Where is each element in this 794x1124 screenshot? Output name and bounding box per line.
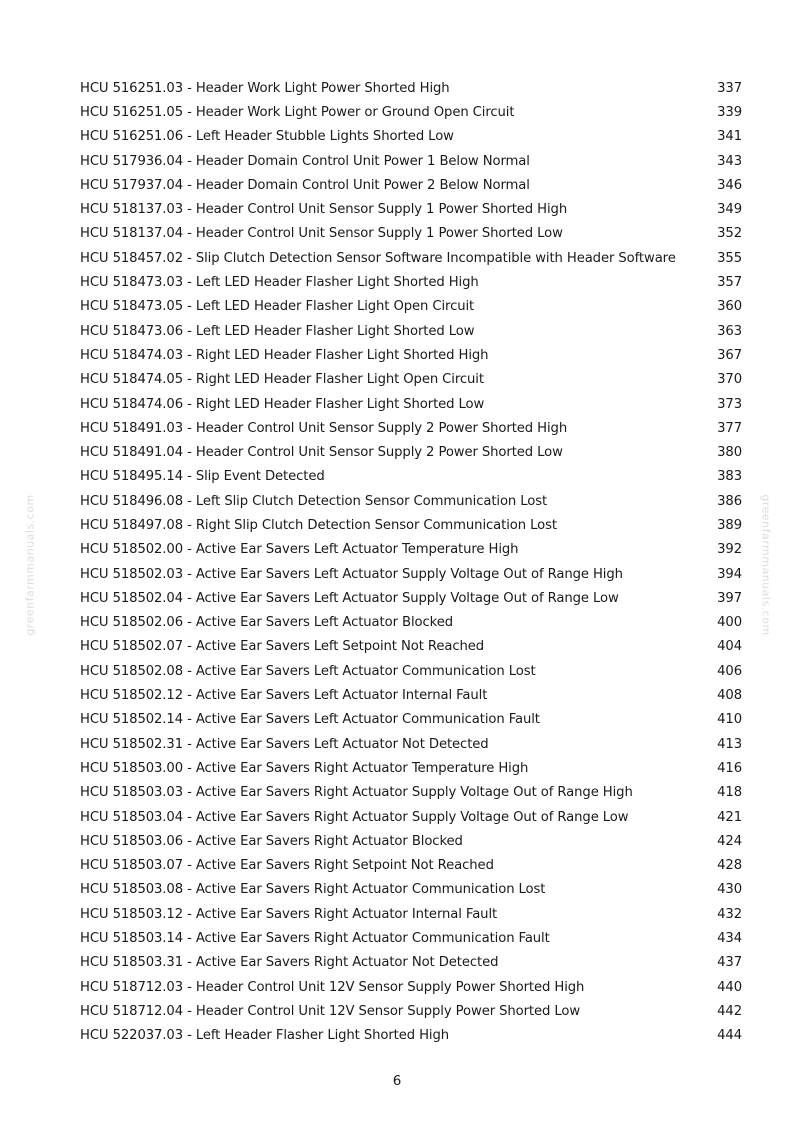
toc-entry-page: 363: [717, 323, 742, 339]
toc-entry-title: HCU 516251.05 - Header Work Light Power or Ground Open Circuit: [80, 104, 515, 120]
toc-entry-title: HCU 518502.06 - Active Ear Savers Left Actuator Blocked: [80, 615, 453, 631]
toc-entry-title: HCU 518503.03 - Active Ear Savers Right Actuator Supply Voltage Out of Range High: [80, 785, 633, 801]
toc-entry-title: HCU 518491.03 - Header Control Unit Sensor Supply 2 Power Shorted High: [80, 420, 568, 436]
toc-entry-page: 394: [717, 566, 742, 582]
toc-entry[interactable]: [80, 999, 742, 1023]
toc-entry[interactable]: [80, 416, 742, 440]
toc-entry-page: 383: [717, 469, 742, 485]
toc-entry[interactable]: [80, 659, 742, 683]
watermark-right: greenfarmmanuals.com: [759, 494, 773, 636]
toc-entry[interactable]: [80, 781, 742, 805]
toc-entry-title: HCU 518503.00 - Active Ear Savers Right Actuator Temperature High: [80, 760, 529, 776]
toc-entry-title: HCU 518473.03 - Left LED Header Flasher Light Shorted High: [80, 275, 479, 291]
toc-entry-title: HCU 518502.08 - Active Ear Savers Left Actuator Communication Lost: [80, 663, 536, 679]
toc-entry-page: 392: [717, 542, 742, 558]
toc-entry-title: HCU 518503.14 - Active Ear Savers Right Actuator Communication Fault: [80, 931, 550, 947]
toc-entry-title: HCU 518474.03 - Right LED Header Flasher Light Shorted High: [80, 347, 489, 363]
toc-entry-page: 400: [717, 615, 742, 631]
toc-entry-page: 430: [717, 882, 742, 898]
toc-entry-title: HCU 517937.04 - Header Domain Control Unit Power 2 Below Normal: [80, 177, 530, 193]
toc-entry-page: 397: [717, 590, 742, 606]
toc-entry-page: 386: [717, 493, 742, 509]
toc-entry-page: 418: [717, 785, 742, 801]
toc-entry[interactable]: [80, 246, 742, 270]
toc-entry-title: HCU 518496.08 - Left Slip Clutch Detection Sensor Communication Lost: [80, 493, 548, 509]
toc-entry-title: HCU 518502.12 - Active Ear Savers Left Actuator Internal Fault: [80, 688, 488, 704]
toc-entry-page: 377: [717, 420, 742, 436]
toc-entry-page: 428: [717, 858, 742, 874]
toc-entry-title: HCU 518457.02 - Slip Clutch Detection Sensor Software Incompatible with Header Software: [80, 250, 676, 266]
toc-entry-title: HCU 518137.04 - Header Control Unit Sensor Supply 1 Power Shorted Low: [80, 226, 563, 242]
toc-entry-title: HCU 516251.06 - Left Header Stubble Lights Shorted Low: [80, 129, 454, 145]
toc-entry-title: HCU 518503.08 - Active Ear Savers Right Actuator Communication Lost: [80, 882, 546, 898]
toc-entry-title: HCU 518712.04 - Header Control Unit 12V Sensor Supply Power Shorted Low: [80, 1003, 581, 1019]
toc-entry-page: 380: [717, 445, 742, 461]
toc-entry-page: 408: [717, 688, 742, 704]
toc-entry[interactable]: [80, 951, 742, 975]
toc-entry-title: HCU 518474.06 - Right LED Header Flasher Light Shorted Low: [80, 396, 485, 412]
toc-entry[interactable]: [80, 392, 742, 416]
toc-entry-page: 421: [717, 809, 742, 825]
toc-entry[interactable]: [80, 854, 742, 878]
toc-entry[interactable]: [80, 562, 742, 586]
toc-entry-page: 444: [717, 1028, 742, 1044]
toc-entry[interactable]: [80, 805, 742, 829]
toc-entry-page: 355: [717, 250, 742, 266]
toc-entry-page: 341: [717, 129, 742, 145]
toc-entry-title: HCU 518502.03 - Active Ear Savers Left Actuator Supply Voltage Out of Range High: [80, 566, 623, 582]
toc-entry-title: HCU 518137.03 - Header Control Unit Sensor Supply 1 Power Shorted High: [80, 202, 568, 218]
toc-entry-page: 410: [717, 712, 742, 728]
toc-entry-page: 404: [717, 639, 742, 655]
toc-entry-title: HCU 518473.05 - Left LED Header Flasher Light Open Circuit: [80, 299, 475, 315]
toc-entry[interactable]: [80, 343, 742, 367]
toc-entry[interactable]: [80, 611, 742, 635]
toc-entry[interactable]: [80, 465, 742, 489]
toc-entry[interactable]: [80, 197, 742, 221]
toc-entry-title: HCU 518502.04 - Active Ear Savers Left Actuator Supply Voltage Out of Range Low: [80, 590, 619, 606]
toc-entry-title: HCU 518497.08 - Right Slip Clutch Detection Sensor Communication Lost: [80, 517, 557, 533]
toc-entry[interactable]: [80, 295, 742, 319]
toc-entry-page: 357: [717, 275, 742, 291]
toc-entry-title: HCU 517936.04 - Header Domain Control Unit Power 1 Below Normal: [80, 153, 530, 169]
toc-entry[interactable]: [80, 756, 742, 780]
toc-entry[interactable]: [80, 926, 742, 950]
toc-entry[interactable]: [80, 635, 742, 659]
toc-entry[interactable]: [80, 489, 742, 513]
toc-entry-title: HCU 522037.03 - Left Header Flasher Light Shorted High: [80, 1028, 450, 1044]
toc-entry-page: 360: [717, 299, 742, 315]
toc-entry-title: HCU 518502.07 - Active Ear Savers Left Setpoint Not Reached: [80, 639, 485, 655]
toc-entry-page: 337: [717, 80, 742, 96]
toc-entry-page: 437: [717, 955, 742, 971]
toc-entry[interactable]: [80, 368, 742, 392]
toc-entry[interactable]: [80, 149, 742, 173]
toc-entry[interactable]: [80, 270, 742, 294]
toc-entry-title: HCU 516251.03 - Header Work Light Power Shorted High: [80, 80, 450, 96]
toc-entry[interactable]: [80, 683, 742, 707]
toc-entry[interactable]: [80, 732, 742, 756]
toc-entry-page: 339: [717, 104, 742, 120]
toc-entry-title: HCU 518491.04 - Header Control Unit Sensor Supply 2 Power Shorted Low: [80, 445, 563, 461]
toc-entry[interactable]: [80, 586, 742, 610]
toc-entry[interactable]: [80, 1024, 742, 1048]
toc-entry[interactable]: [80, 125, 742, 149]
toc-entry-title: HCU 518502.00 - Active Ear Savers Left Actuator Temperature High: [80, 542, 519, 558]
table-of-contents: [80, 76, 742, 1048]
toc-entry-title: HCU 518502.14 - Active Ear Savers Left Actuator Communication Fault: [80, 712, 540, 728]
page-number: 6: [392, 1073, 402, 1089]
toc-entry-page: 406: [717, 663, 742, 679]
toc-entry-page: 343: [717, 153, 742, 169]
toc-entry-title: HCU 518503.04 - Active Ear Savers Right Actuator Supply Voltage Out of Range Low: [80, 809, 629, 825]
toc-entry-title: HCU 518503.06 - Active Ear Savers Right Actuator Blocked: [80, 833, 463, 849]
toc-entry[interactable]: [80, 222, 742, 246]
watermark-left: greenfarmmanuals.com: [23, 494, 37, 636]
toc-entry[interactable]: [80, 440, 742, 464]
toc-entry[interactable]: [80, 513, 742, 537]
toc-entry-page: 346: [717, 177, 742, 193]
toc-entry[interactable]: [80, 902, 742, 926]
toc-entry[interactable]: [80, 829, 742, 853]
toc-entry-page: 434: [717, 931, 742, 947]
toc-entry-title: HCU 518473.06 - Left LED Header Flasher Light Shorted Low: [80, 323, 475, 339]
toc-entry-page: 367: [717, 347, 742, 363]
toc-entry-title: HCU 518712.03 - Header Control Unit 12V Sensor Supply Power Shorted High: [80, 979, 585, 995]
toc-entry[interactable]: [80, 76, 742, 100]
toc-entry[interactable]: [80, 708, 742, 732]
toc-entry-title: HCU 518474.05 - Right LED Header Flasher Light Open Circuit: [80, 372, 484, 388]
toc-entry[interactable]: [80, 173, 742, 197]
toc-entry-title: HCU 518502.31 - Active Ear Savers Left Actuator Not Detected: [80, 736, 489, 752]
toc-entry-page: 442: [717, 1003, 742, 1019]
toc-entry-page: 413: [717, 736, 742, 752]
toc-entry-page: 440: [717, 979, 742, 995]
toc-entry-page: 424: [717, 833, 742, 849]
toc-entry[interactable]: [80, 538, 742, 562]
toc-entry-page: 389: [717, 517, 742, 533]
toc-entry-title: HCU 518495.14 - Slip Event Detected: [80, 469, 325, 485]
toc-entry-page: 416: [717, 760, 742, 776]
toc-entry-page: 370: [717, 372, 742, 388]
toc-entry-page: 373: [717, 396, 742, 412]
toc-entry-page: 349: [717, 202, 742, 218]
toc-entry[interactable]: [80, 100, 742, 124]
toc-entry-title: HCU 518503.31 - Active Ear Savers Right Actuator Not Detected: [80, 955, 499, 971]
toc-entry[interactable]: [80, 878, 742, 902]
toc-entry[interactable]: [80, 319, 742, 343]
toc-entry-title: HCU 518503.07 - Active Ear Savers Right Setpoint Not Reached: [80, 858, 494, 874]
toc-entry-page: 352: [717, 226, 742, 242]
toc-entry-page: 432: [717, 906, 742, 922]
toc-entry-title: HCU 518503.12 - Active Ear Savers Right Actuator Internal Fault: [80, 906, 498, 922]
toc-entry[interactable]: [80, 975, 742, 999]
